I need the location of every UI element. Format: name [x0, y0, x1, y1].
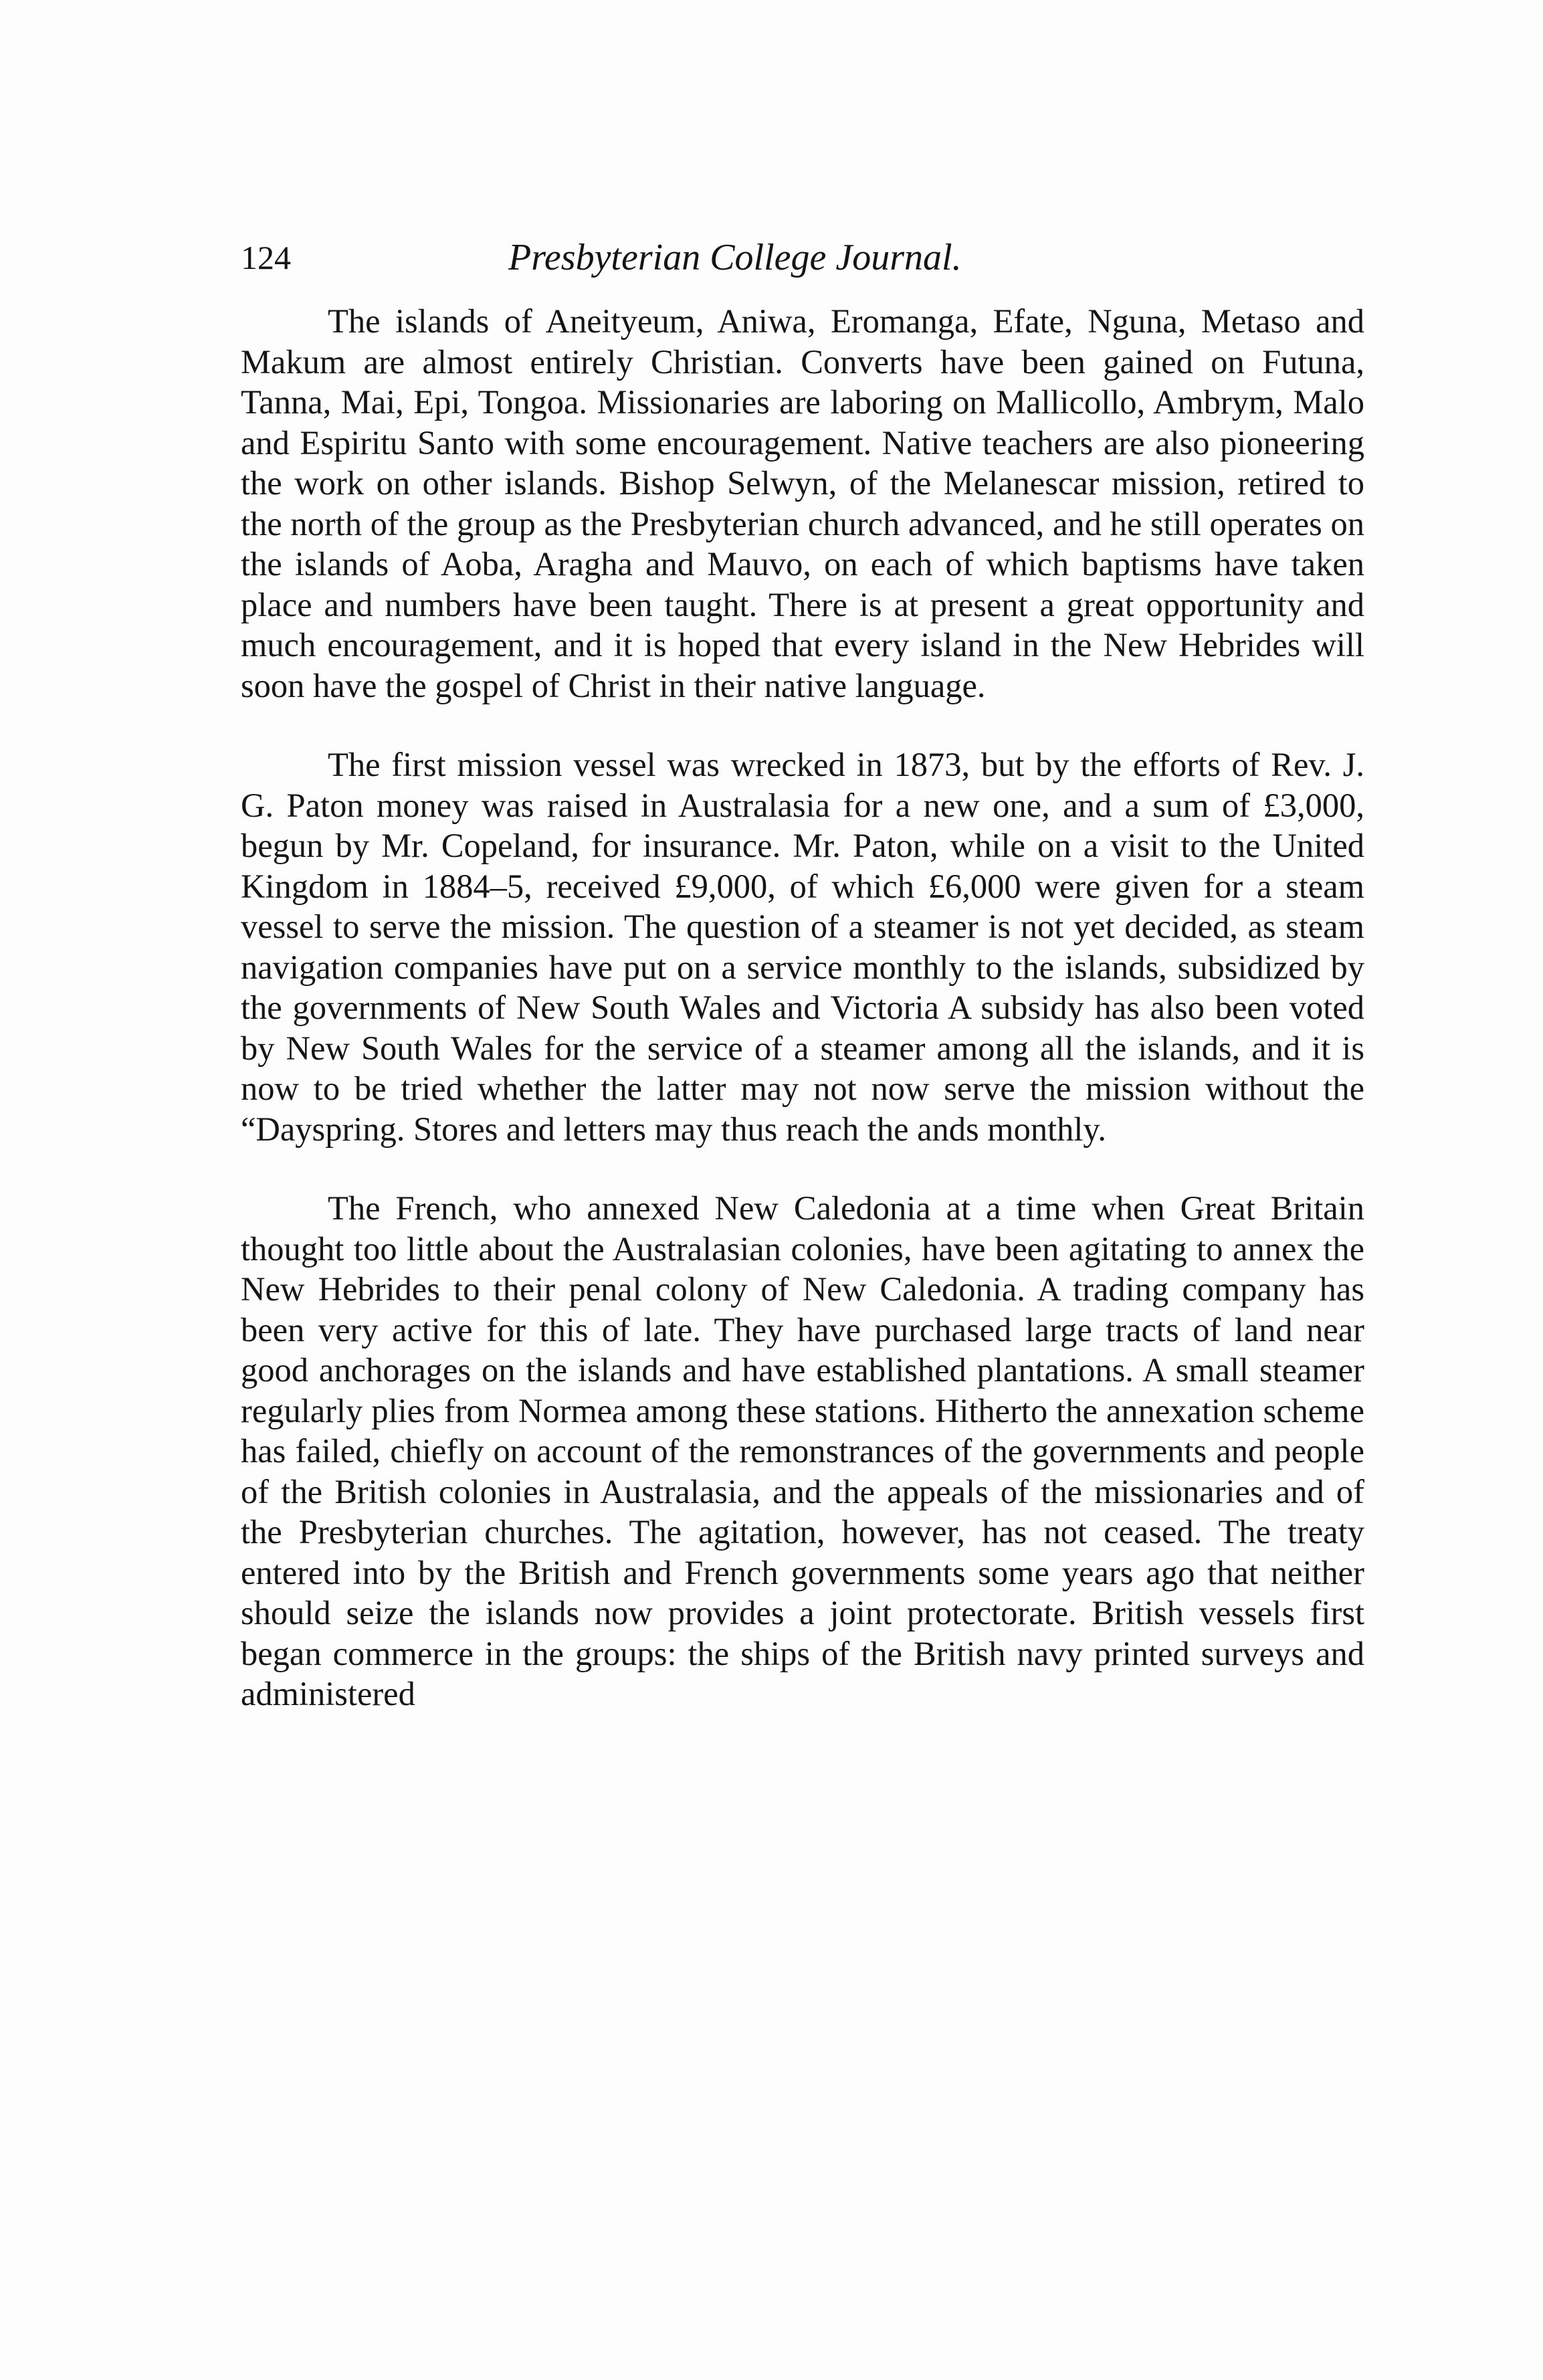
- paragraph-french-annexation: The French, who annexed New Caledonia at a time when Great Britain thought too little about the Australasian colonies, have been agitating to annex the New Hebrides to their penal colony of New Caledonia. A trading company has been very active for this of late. They have purchased large tracts of land near good anchorages on the islands and have established plantations. A small steamer regularly plies from Normea among these stations. Hitherto the annexation scheme has failed, chiefly on account of the remonstrances of the governments and people of the British colonies in Australasia, and the appeals of the missionaries and of the Presbyterian churches. The agitation, however, has not ceased. The treaty entered into by the British and French governments some years ago that neither should seize the islands now provides a joint protectorate. British vessels first began commerce in the groups: the ships of the British navy printed surveys and administered: [241, 1189, 1364, 1712]
- running-head: [241, 231, 1364, 284]
- journal-title: Presbyterian College Journal.: [508, 237, 962, 278]
- paragraph-mission-vessel: The first mission vessel was wrecked in 1873, but by the efforts of Rev. J. G. Paton money was raised in Australasia for a new one, and a sum of £3,000, begun by Mr. Copeland, for insurance. Mr. Paton, while on a visit to the United Kingdom in 1884–5, received £9,000, of which £6,000 were given for a steam vessel to serve the mission. The question of a steamer is not yet decided, as steam navigation companies have put on a service monthly to the islands, subsidized by the governments of New South Wales and Victoria A subsidy has also been voted by New South Wales for the service of a steamer among all the islands, and it is now to be tried whether the latter may not now serve the mission without the “Dayspring. Stores and letters may thus reach the ands monthly.: [241, 746, 1364, 1148]
- page-number: 124: [241, 239, 291, 276]
- paragraph-new-hebrides-missions: The islands of Aneityeum, Aniwa, Eromanga, Efate, Nguna, Metaso and Makum are almost entirely Christian. Converts have been gained on Futuna, Tanna, Mai, Epi, Tongoa. Missionaries are laboring on Mallicollo, Ambrym, Malo and Espiritu Santo with some encouragement. Native teachers are also pioneering the work on other islands. Bishop Selwyn, of the Melanescar mission, retired to the north of the group as the Presbyterian church advanced, and he still operates on the islands of Aoba, Aragha and Mauvo, on each of which baptisms have taken place and numbers have been taught. There is at present a great opportunity and much encouragement, and it is hoped that every island in the New Hebrides will soon have the gospel of Christ in their native language.: [241, 302, 1364, 704]
- body-text: [241, 301, 1364, 1714]
